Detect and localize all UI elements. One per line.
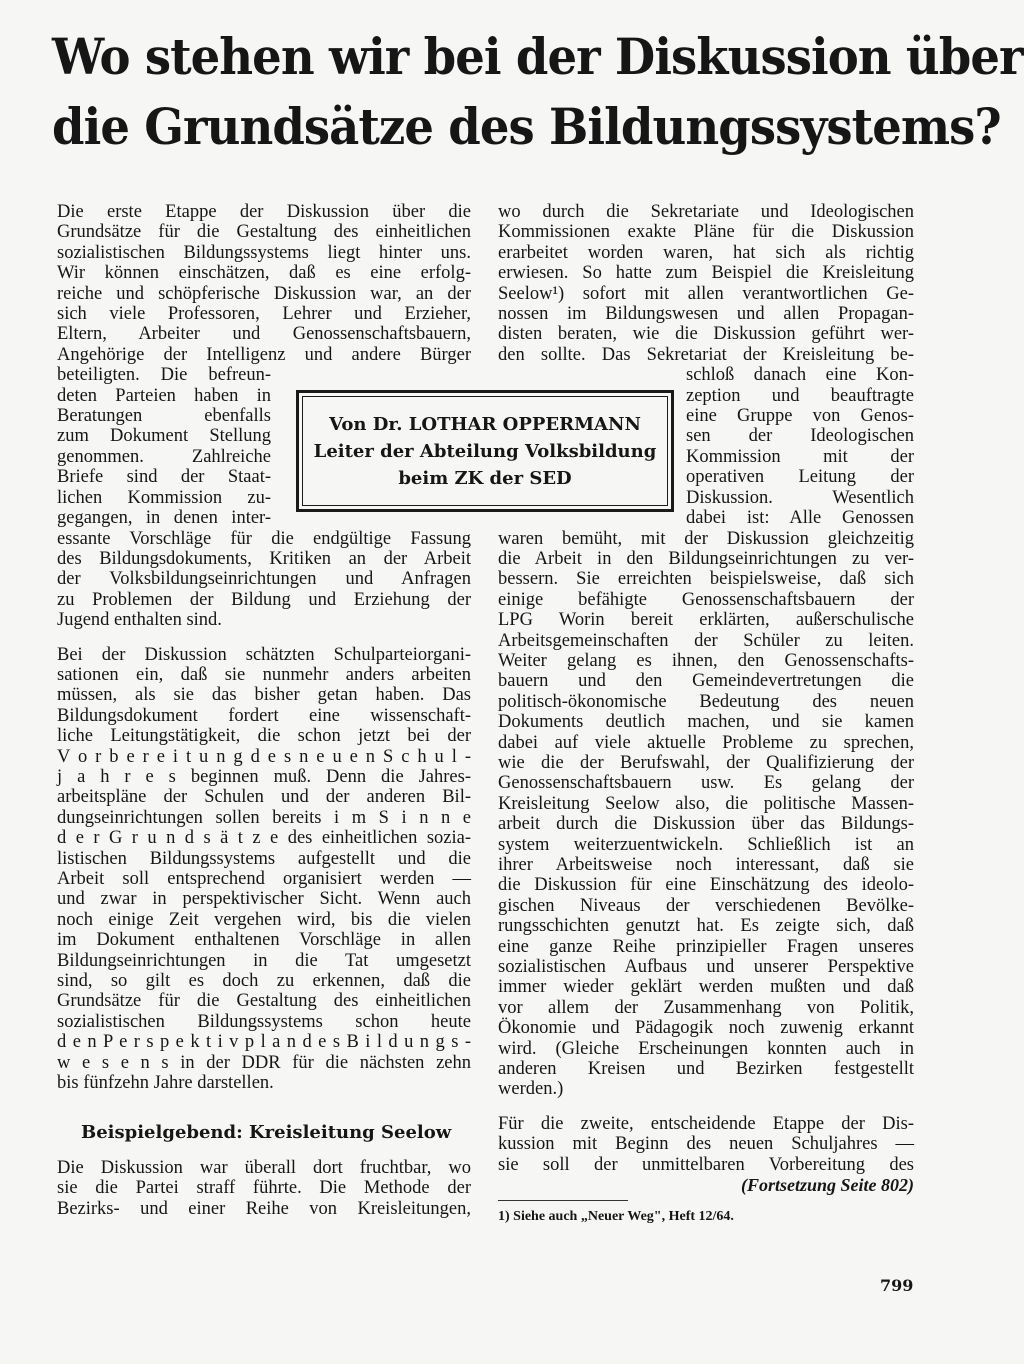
left-para-3 <box>57 1158 471 1219</box>
text-line: bessern. Sie erreichten beispielsweise, daß sich <box>498 569 914 590</box>
text-line: sozialistischen Bildungssystems schon heute <box>57 1011 471 1032</box>
text-line: dabei auf viele aktuelle Probleme zu sprechen, <box>498 732 914 753</box>
author-line-3: beim ZK der SED <box>398 467 572 489</box>
right-para-1-full <box>498 202 914 365</box>
text-line: sozialistischen Bildungssystems liegt hinter uns. <box>57 242 471 263</box>
text-line: die Diskussion für eine Einschätzung des ideolo- <box>498 875 914 896</box>
continuation-note: (Fortsetzung Seite 802) <box>740 1175 914 1196</box>
text-line: Beratungen ebenfalls <box>57 406 271 427</box>
text-line: genommen. Zahlreiche <box>57 446 271 467</box>
left-para-2 <box>57 645 471 1094</box>
footnote: 1) Siehe auch „Neuer Weg", Heft 12/64. <box>498 1208 734 1224</box>
right-column <box>498 202 914 1227</box>
text-line: Briefe sind der Staat- <box>57 467 271 488</box>
text-line: Genossenschaftsbauern usw. Es gelang der <box>498 773 914 794</box>
text-line: noch einige Zeit vergehen wird, bis die vielen <box>57 909 471 930</box>
text-line: Kreisleitung Seelow also, die politische Massen- <box>498 793 914 814</box>
left-column <box>57 202 471 1219</box>
text-line: rungsschichten genutzt hat. Es zeigte sich, daß <box>498 916 914 937</box>
text-line: Dokuments deutlich machen, und sie kamen <box>498 712 914 733</box>
text-line: erarbeitet worden waren, hat sich als richtig <box>498 242 914 263</box>
text-line: nossen im Bildungswesen und allen Propagan- <box>498 304 914 325</box>
text-line: deten Parteien haben in <box>57 385 271 406</box>
text-line: einige befähigte Genossenschaftsbauern der <box>498 589 914 610</box>
right-para-2 <box>498 1114 914 1175</box>
text-line: waren bemüht, mit der Diskussion gleichzeitig <box>498 528 914 549</box>
text-line: eine ganze Reihe prinzipieller Fragen unseres <box>498 936 914 957</box>
text-line: listischen Bildungssystems aufgestellt und die <box>57 848 471 869</box>
text-line: essante Vorschläge für die endgültige Fassung <box>57 528 471 549</box>
text-line: erwiesen. So hatte zum Beispiel die Kreisleitung <box>498 263 914 284</box>
section-subheading: Beispielgebend: Kreisleitung Seelow <box>81 1122 452 1144</box>
text-line: Die erste Etappe der Diskussion über die <box>57 202 471 222</box>
text-line: V o r b e r e i t u n g d e s n e u e n S c h u l - <box>57 746 471 767</box>
text-line: d e n P e r s p e k t i v p l a n d e s B i l d u n g s - <box>57 1032 471 1053</box>
text-line: Arbeitsgemeinschaften der Schüler zu leiten. <box>498 630 914 651</box>
author-line-2: Leiter der Abteilung Volksbildung <box>313 440 657 462</box>
text-line: sozialistischen Aufbaus und unserer Perspektive <box>498 957 914 978</box>
text-line: politisch-ökonomische Bedeutung des neuen <box>498 691 914 712</box>
text-line: im Dokument enthaltenen Vorschläge in allen <box>57 930 471 951</box>
headline-line-1: Wo stehen wir bei der Diskussion über <box>52 27 1023 86</box>
text-line: Ökonomie und Pädagogik noch zuwenig erkannt <box>498 1018 914 1039</box>
text-line: dabei ist: Alle Genossen <box>686 508 914 529</box>
text-line: müssen, als sie das bisher getan haben. Das <box>57 685 471 706</box>
text-line: dungseinrichtungen sollen bereits i m S i n n e <box>57 807 471 828</box>
text-line: Wir können einschätzen, daß es eine erfolg- <box>57 263 471 284</box>
text-line: zu Problemen der Bildung und Erziehung der <box>57 589 471 610</box>
text-line: sie die Partei straff führte. Die Methode der <box>57 1178 471 1199</box>
text-line: eine Gruppe von Genos- <box>686 406 914 427</box>
text-line: Bezirks- und einer Reihe von Kreisleitungen, <box>57 1198 471 1219</box>
text-line: Arbeit soll entsprechend organisiert werden — <box>57 869 471 889</box>
text-line: Bei der Diskussion schätzten Schulparteiorgani- <box>57 644 471 665</box>
text-line: schloß danach eine Kon- <box>686 365 914 386</box>
right-para-1-rest <box>498 529 914 1100</box>
text-line: sen der Ideologischen <box>686 426 914 447</box>
text-line: kussion mit Beginn des neuen Schuljahres — <box>498 1134 914 1155</box>
text-line: LPG Worin bereit erklärten, außerschulische <box>498 610 914 631</box>
footnote-rule <box>498 1200 628 1201</box>
text-line: Die Diskussion war überall dort fruchtbar, wo <box>57 1157 471 1178</box>
text-line: j a h r e s beginnen muß. Denn die Jahres- <box>57 766 471 787</box>
left-para-1-rest <box>57 529 471 631</box>
text-line: liche Leitungstätigkeit, die schon jetzt bei der <box>57 726 471 747</box>
text-line: werden.) <box>498 1079 564 1100</box>
text-line: Eltern, Arbeiter und Genossenschaftsbauern, <box>57 324 471 345</box>
text-line: Diskussion. Wesentlich <box>686 487 914 508</box>
text-line: Für die zweite, entscheidende Etappe der Dis- <box>498 1113 914 1134</box>
text-line: bis fünfzehn Jahre darstellen. <box>57 1073 274 1094</box>
text-line: d e r G r u n d s ä t z e des einheitlichen sozia- <box>57 828 471 849</box>
author-line-1: Von Dr. LOTHAR OPPERMANN <box>329 413 641 435</box>
text-line: des Bildungsdokuments, Kritiken an der Arbeit <box>57 548 471 569</box>
text-line: ihrer Arbeitsweise noch interessant, daß sie <box>498 855 914 875</box>
text-line: Kommission mit der <box>686 446 914 467</box>
text-line: system weiterzuentwickeln. Schließlich ist an <box>498 834 914 855</box>
text-line: wird. (Gleiche Erscheinungen konnten auch in <box>498 1038 914 1059</box>
text-line: immer wieder geklärt werden mußten und daß <box>498 977 914 998</box>
left-para-1-full <box>57 202 471 365</box>
text-line: lichen Kommission zu- <box>57 487 271 508</box>
text-line: Jugend enthalten sind. <box>57 610 222 631</box>
text-line: Grundsätze für die Gestaltung des einheitlichen <box>57 222 471 243</box>
text-line: Weiter gelang es ihnen, den Genossenschafts- <box>498 650 914 671</box>
text-line: zeption und beauftragte <box>686 385 914 406</box>
text-line: anderen Kreisen und Bezirken festgestellt <box>498 1059 914 1080</box>
text-line: sind, so gilt es doch zu erkennen, daß die <box>57 971 471 992</box>
page-number: 799 <box>880 1276 914 1295</box>
text-line: Bildungsdokument fordert eine wissenschaft- <box>57 705 471 726</box>
text-line: bauern und den Gemeindevertretungen die <box>498 671 914 692</box>
text-line: w e s e n s in der DDR für die nächsten zehn <box>57 1052 471 1073</box>
text-line: arbeitspläne der Schulen und der anderen Bil- <box>57 787 471 808</box>
text-line: disten beraten, wie die Diskussion geführt wer- <box>498 324 914 345</box>
text-line: den sollte. Das Sekretariat der Kreisleitung be- <box>498 344 914 365</box>
text-line: wie die der Berufswahl, der Qualifizierung der <box>498 752 914 773</box>
text-line: arbeit durch die Diskussion über das Bildungs- <box>498 814 914 835</box>
text-line: vor allem der Zusammenhang von Politik, <box>498 997 914 1018</box>
headline-line-2: die Grundsätze des Bildungssystems? <box>52 97 1001 156</box>
text-line: beteiligten. Die befreun- <box>57 365 271 386</box>
headline <box>52 22 1023 162</box>
text-line: sationen ein, daß sie nunmehr anders arbeiten <box>57 664 471 685</box>
text-line: und zwar in perspektivischer Sicht. Wenn auch <box>57 889 471 910</box>
text-line: gegangen, in denen inter- <box>57 508 271 529</box>
right-para-1-narrow <box>498 365 914 528</box>
text-line: operativen Leitung der <box>686 467 914 488</box>
text-line: reiche und schöpferische Diskussion war, an der <box>57 283 471 304</box>
text-line: gischen Niveaus der verschiedenen Bevölke- <box>498 895 914 916</box>
text-line: Kommissionen exakte Pläne für die Diskussion <box>498 222 914 243</box>
text-line: Grundsätze für die Gestaltung des einheitlichen <box>57 991 471 1012</box>
text-line: Seelow¹) sofort mit allen verantwortlichen Ge- <box>498 283 914 304</box>
text-line: die Arbeit in den Bildungseinrichtungen zu ver- <box>498 548 914 569</box>
text-line: sie soll der unmittelbaren Vorbereitung des <box>498 1154 914 1175</box>
text-line: zum Dokument Stellung <box>57 426 271 447</box>
text-line: sich viele Professoren, Lehrer und Erzieher, <box>57 304 471 325</box>
text-line: Bildungseinrichtungen in die Tat umgesetzt <box>57 950 471 971</box>
text-line: Angehörige der Intelligenz und andere Bürger <box>57 344 471 365</box>
text-line: wo durch die Sekretariate und Ideologischen <box>498 202 914 222</box>
text-line: der Volksbildungseinrichtungen und Anfragen <box>57 569 471 590</box>
